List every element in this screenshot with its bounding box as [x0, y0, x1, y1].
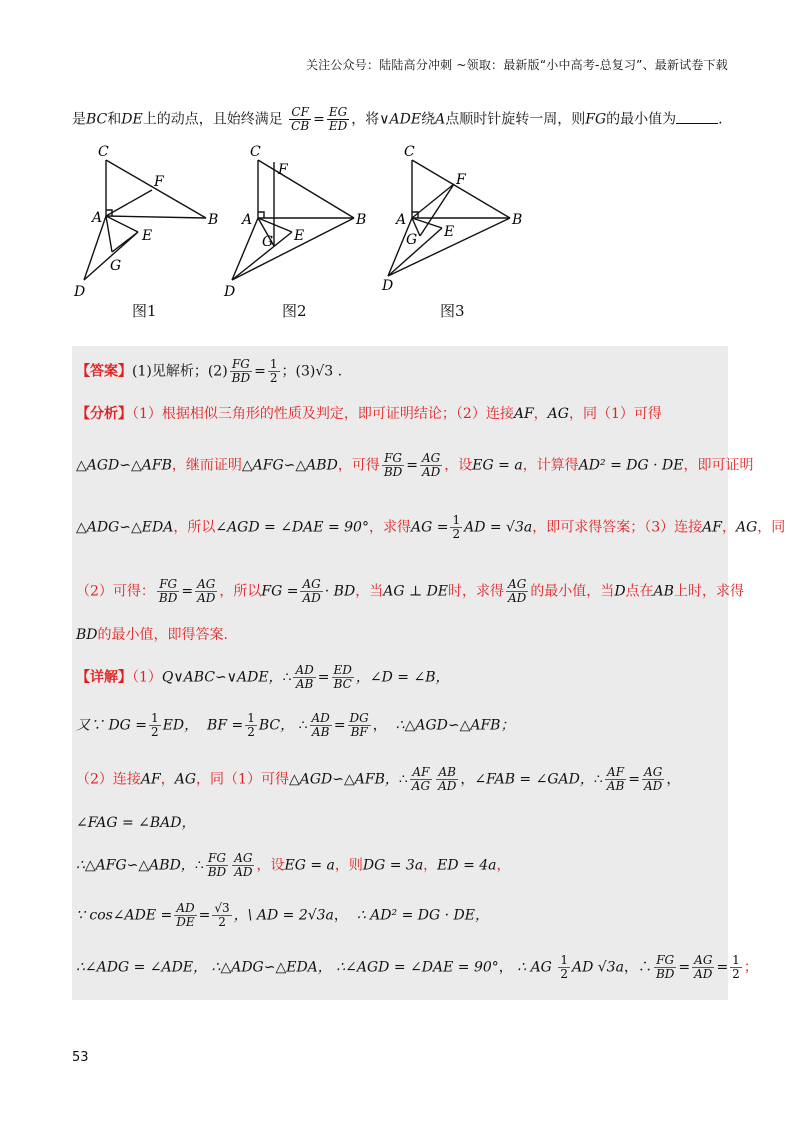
svg-text:G: G [406, 232, 418, 248]
analysis-line-1: 【分析】（1）根据相似三角形的性质及判定，即可证明结论；（2）连接AF，AG，同（1）可得 [76, 406, 662, 422]
answer-line: 【答案】(1)见解析；(2) $\frac{FG}{BD}$ = $\frac{1}{2}$ ；(3)√3 . [76, 357, 343, 385]
label-f: F [154, 174, 164, 190]
page-header: 关注公众号：陆陆高分冲刺 ~领取：最新版“小中高考-总复习”、最新试卷下载 [305, 58, 728, 72]
figures [72, 140, 732, 340]
detail-line-5: ∴△AFG∽△ABD，∴ $\frac{FG}{BD}$ $\frac{AG}{AD}$ ，设EG = a，则DG = 3a，ED = 4a， [76, 851, 511, 879]
svg-text:F: F [456, 172, 466, 188]
figure-1 [72, 140, 232, 300]
detail-line-4: ∠FAG = ∠BAD， [76, 815, 196, 831]
label-e: E [142, 228, 153, 244]
svg-text:B: B [512, 212, 523, 228]
svg-text:D: D [382, 278, 394, 294]
detail-line-2: 又∵ DG = $\frac{1}{2}$ ED， BF = $\frac{1}{2}$ BC， ∴ $\frac{AD}{AB}$ = $\frac{DG}{BF}$ ， ∴△AGD∽△AFB； [76, 711, 515, 739]
label-a: A [92, 210, 103, 226]
problem-statement: 是BC和DE上的动点，且始终满足 $\frac{CF}{CB}$ = $\frac{EG}{ED}$ ，将∨ADE绕A点顺时针旋转一周，则FG的最小值为 . [72, 105, 723, 133]
detail-line-3: （2）连接AF，AG，同（1）可得△AGD∽△AFB，∴ $\frac{AF}{AG}$ $\frac{AB}{AD}$ ，∠FAB = ∠GAD，∴ $\frac{AF}{AB}$ = $\frac{AG}{AD}$ ， [76, 765, 681, 793]
svg-text:C: C [250, 144, 261, 160]
svg-text:E: E [444, 224, 455, 240]
figure-3 [376, 140, 536, 300]
analysis-line-2: △AGD∽△AFB，继而证明△AFG∽△ABD，可得 $\frac{FG}{BD}$ = $\frac{AG}{AD}$ ，设EG = a，计算得AD² = DG · DE，即可证明 [76, 451, 754, 479]
svg-text:B: B [356, 212, 367, 228]
detail-line-7: ∴∠ADG = ∠ADE， ∴△ADG∽△EDA， ∴∠AGD = ∠DAE = 90°， ∴ AG $\frac{1}{2}$ AD √3a，∴ $\frac{FG}{BD}$ = $\frac{AG}{AD}$ = $\frac{1}{2}$ ； [76, 953, 758, 981]
detail-line-1: 【详解】（1）Q∨ABC∽∨ADE，∴ $\frac{AD}{AB}$ = $\frac{ED}{BC}$ ，∠D = ∠B， [76, 663, 450, 691]
analysis-line-4: （2）可得： $\frac{FG}{BD}$ = $\frac{AG}{AD}$ ，所以FG = $\frac{AG}{AD}$ · BD，当AG ⊥ DE时，求得 $\frac{AG}{AD}$ 的最小值，当D点在AB上时，求得 [76, 577, 744, 605]
label-g: G [110, 258, 122, 274]
svg-text:A: A [242, 212, 253, 228]
figure-2-label: 图2 [282, 302, 307, 320]
figure-2 [222, 140, 382, 300]
label-c: C [98, 144, 109, 160]
page-number: 53 [72, 1050, 89, 1065]
svg-text:C: C [404, 144, 415, 160]
figure-1-label: 图1 [132, 302, 157, 320]
svg-text:A: A [396, 212, 407, 228]
answer-blank [676, 111, 718, 124]
label-d: D [74, 284, 86, 300]
svg-text:F: F [278, 162, 288, 178]
analysis-line-5: BD的最小值，即得答案. [76, 627, 228, 643]
figure-3-label: 图3 [440, 302, 465, 320]
fraction-cf-cb: $\frac{CF}{CB}$ [291, 105, 310, 133]
analysis-line-3: △ADG∽△EDA，所以∠AGD = ∠DAE = 90°，求得AG = $\frac{1}{2}$ AD = √3a，即可求得答案；（3）连接AF，AG，同 [76, 513, 786, 541]
svg-text:E: E [294, 228, 305, 244]
svg-text:G: G [262, 234, 274, 250]
svg-text:D: D [224, 284, 236, 300]
fraction-eg-ed: $\frac{EG}{ED}$ [328, 105, 348, 133]
label-b: B [208, 212, 219, 228]
detail-line-6: ∵ cos∠ADE = $\frac{AD}{DE}$ = $\frac{√3}{2}$ ，\ AD = 2√3a， ∴ AD² = DG · DE， [76, 901, 489, 929]
